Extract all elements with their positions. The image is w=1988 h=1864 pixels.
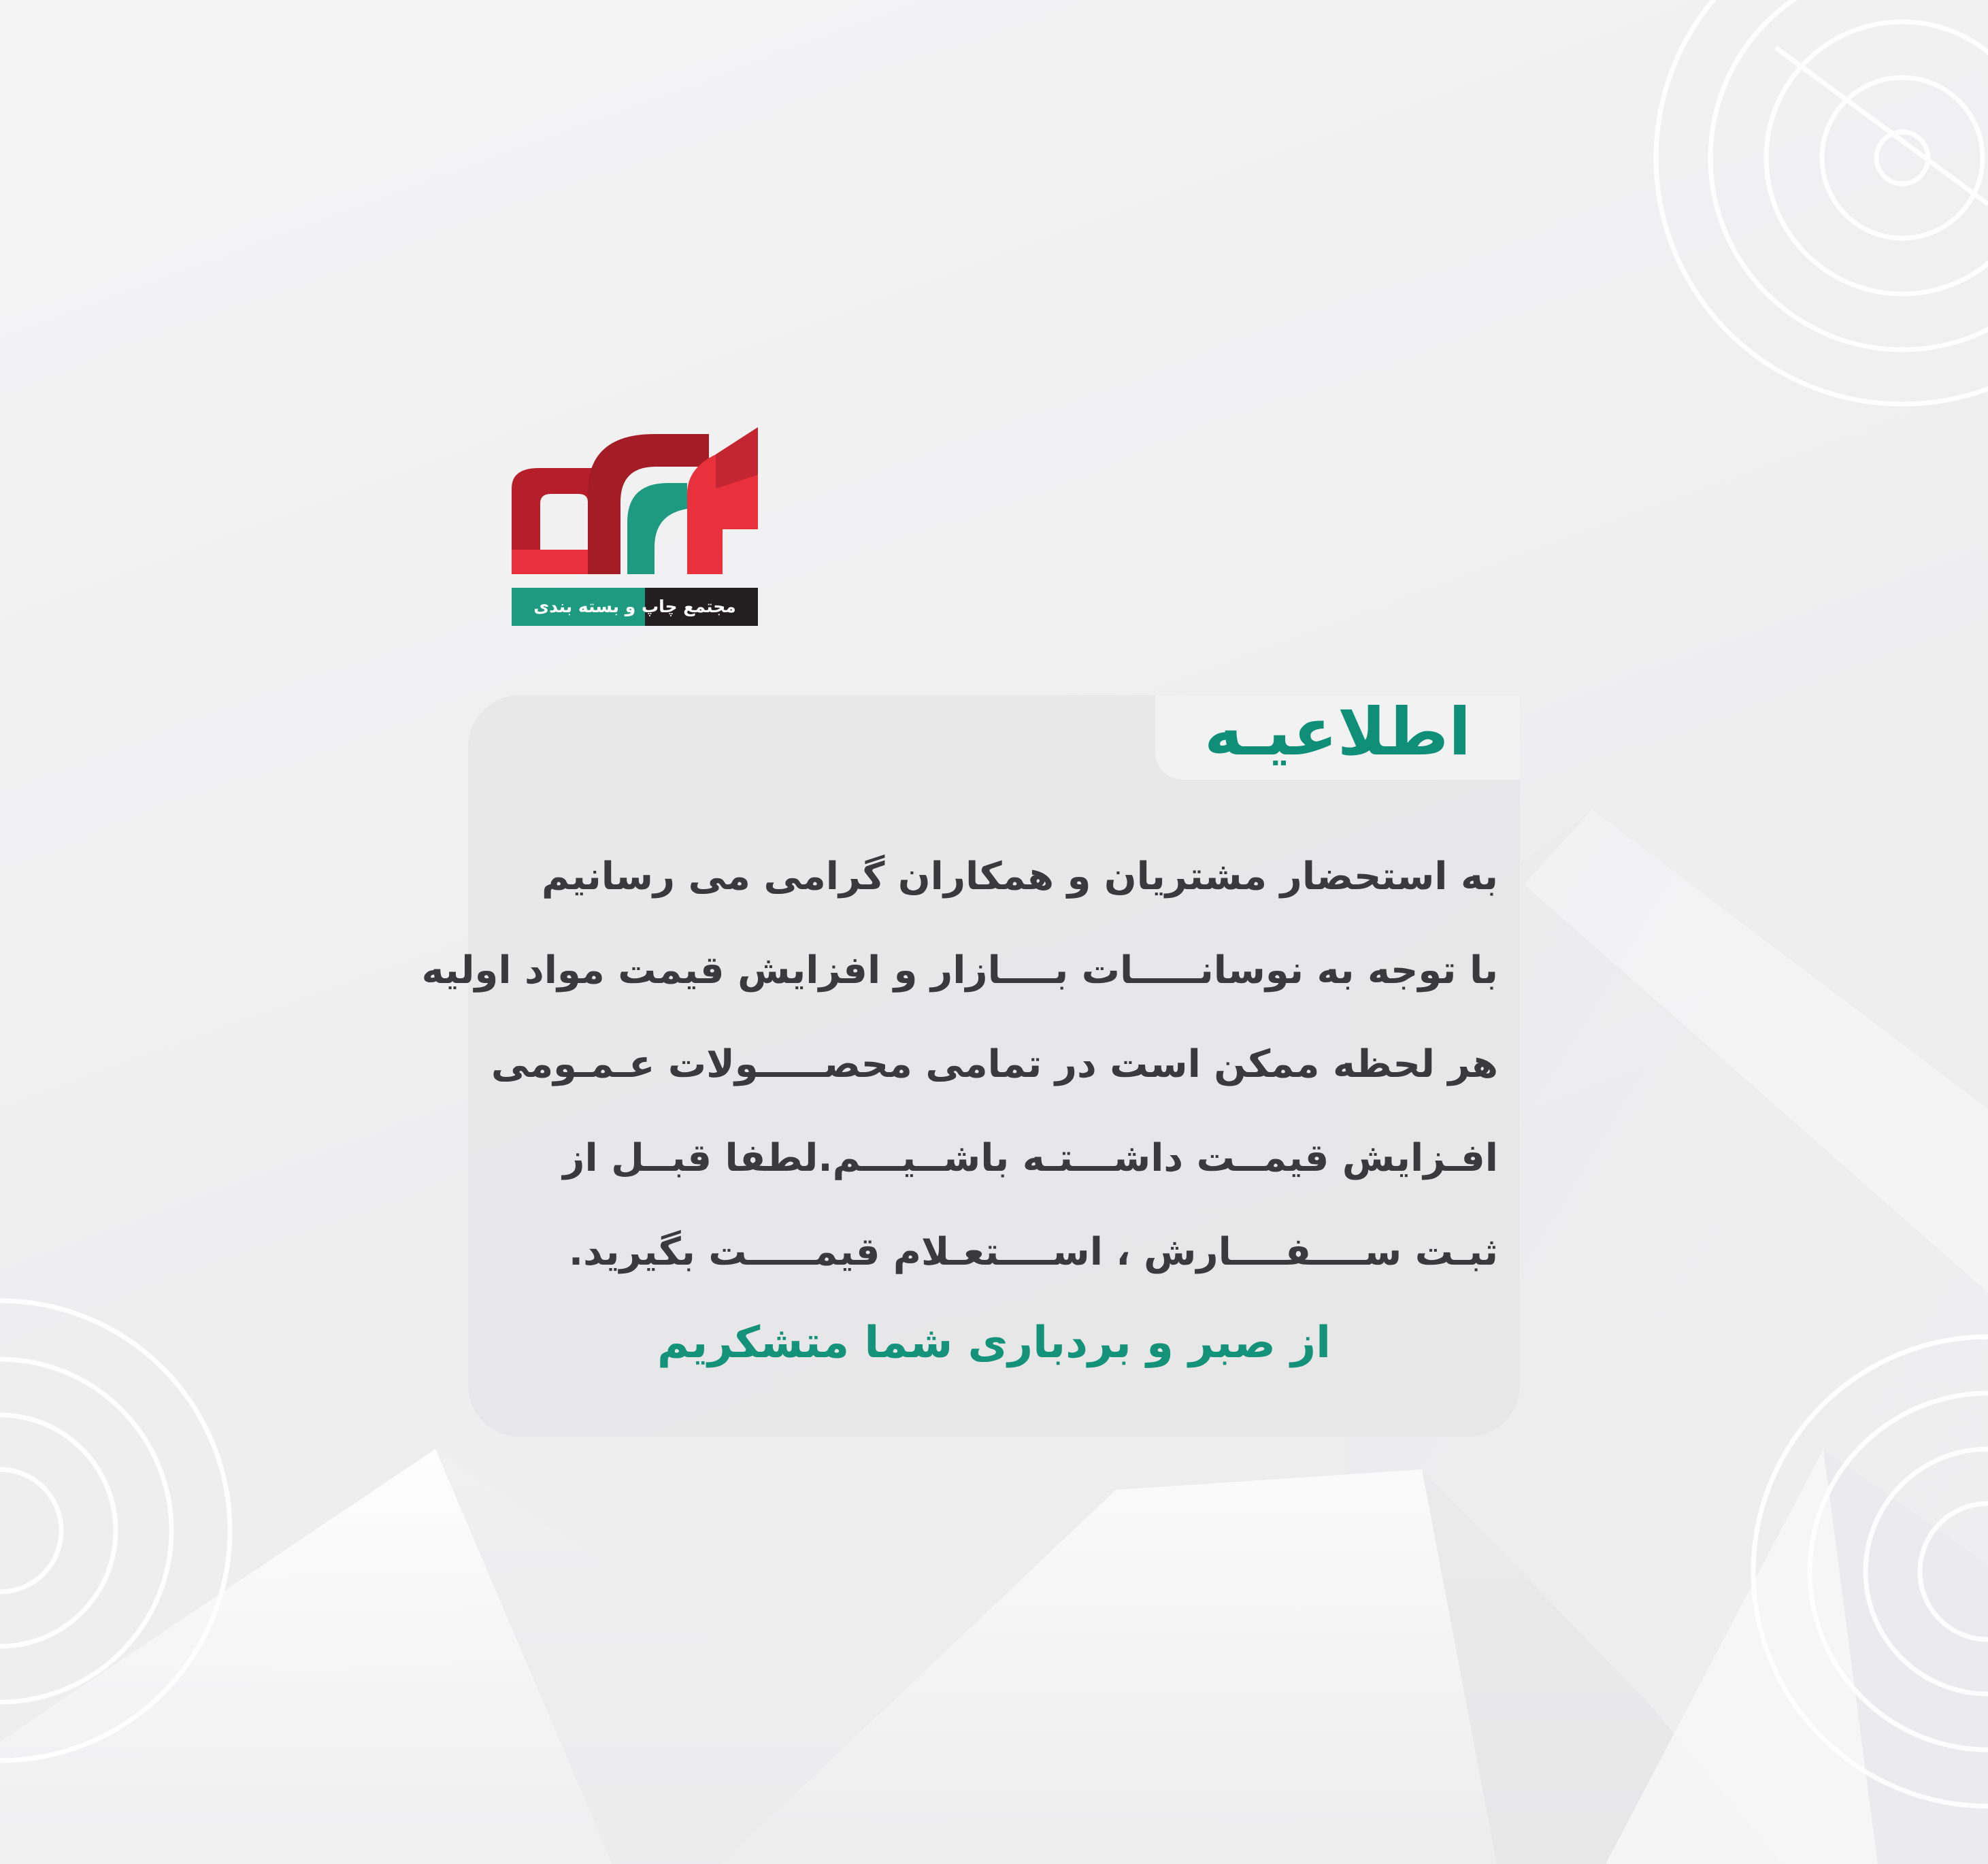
notice-line: با توجه به نوسانـــــات بــــازار و افزایش قیمت مواد اولیه	[421, 948, 1498, 993]
notice-line: افـزایش قیمــت داشـــتـه باشــیـــم.لطفا قبــل از	[563, 1136, 1498, 1180]
logo-mark-icon	[512, 427, 758, 588]
notice-message	[421, 830, 1501, 1299]
notice-title: اطلاعیـه	[1204, 694, 1471, 770]
notice-line: هر لحظه ممکن است در تمامی محصـــــولات عـمـومی	[491, 1042, 1498, 1086]
notice-line: به استحضار مشتریان و همکاران گرامی می رسانیم	[542, 854, 1498, 899]
logo-green-leaf	[627, 483, 687, 574]
notice-closing: از صبر و بردباری شما متشکریم	[657, 1318, 1331, 1368]
notice-line: ثبـت ســــفــــارش ، اســــتعـلام قیمـــــت بگیرید.	[568, 1230, 1498, 1274]
logo-tagline: مجتمع چاپ و بسته بندی	[533, 597, 736, 616]
rings-top-right	[1656, 0, 1988, 404]
brand-logo	[512, 427, 758, 627]
